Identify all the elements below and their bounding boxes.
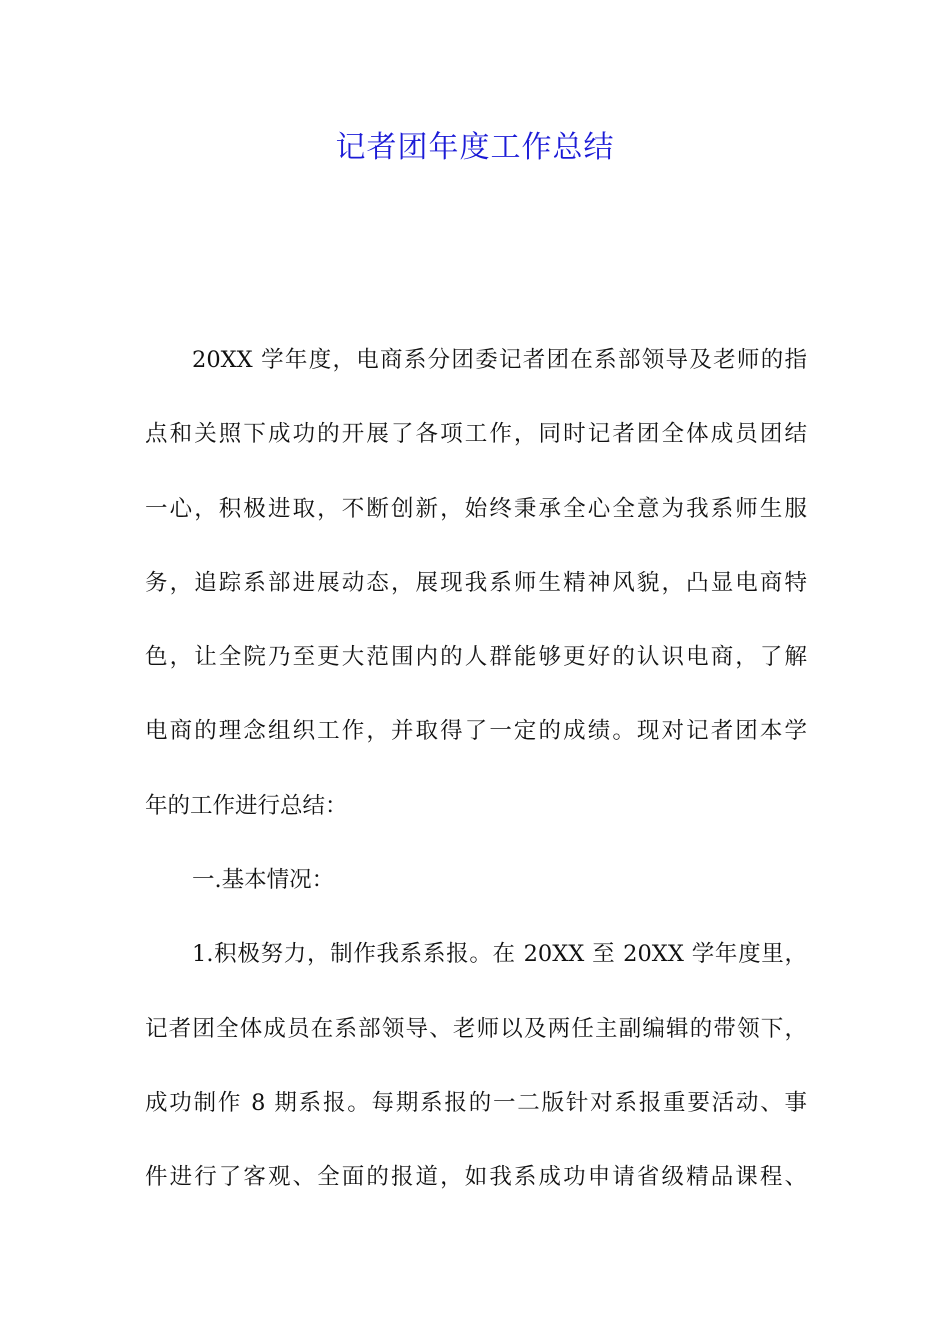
body-line: 色，让全院乃至更大范围内的人群能够更好的认识电商，了解	[145, 644, 807, 671]
body-line: 件进行了客观、全面的报道，如我系成功申请省级精品课程、	[145, 1164, 807, 1191]
body-line: 点和关照下成功的开展了各项工作，同时记者团全体成员团结	[145, 421, 807, 448]
body-line: 20XX 学年度，电商系分团委记者团在系部领导及老师的指	[192, 347, 807, 373]
body-line: 务，追踪系部进展动态，展现我系师生精神风貌，凸显电商特	[145, 569, 807, 596]
section-heading: 一.基本情况：	[192, 867, 335, 894]
body-line: 一心，积极进取，不断创新，始终秉承全心全意为我系师生服	[145, 495, 807, 522]
document-title: 记者团年度工作总结	[335, 130, 615, 165]
body-line: 1.积极努力，制作我系系报。在 20XX 至 20XX 学年度里，	[192, 941, 807, 968]
body-line: 电商的理念组织工作，并取得了一定的成绩。现对记者团本学	[145, 718, 807, 745]
body-line: 记者团全体成员在系部领导、老师以及两任主副编辑的带领下，	[145, 1015, 807, 1042]
document-body	[145, 340, 807, 1232]
body-line: 年的工作进行总结：	[145, 792, 348, 819]
body-line: 成功制作 8 期系报。每期系报的一二版针对系报重要活动、事	[145, 1089, 807, 1116]
